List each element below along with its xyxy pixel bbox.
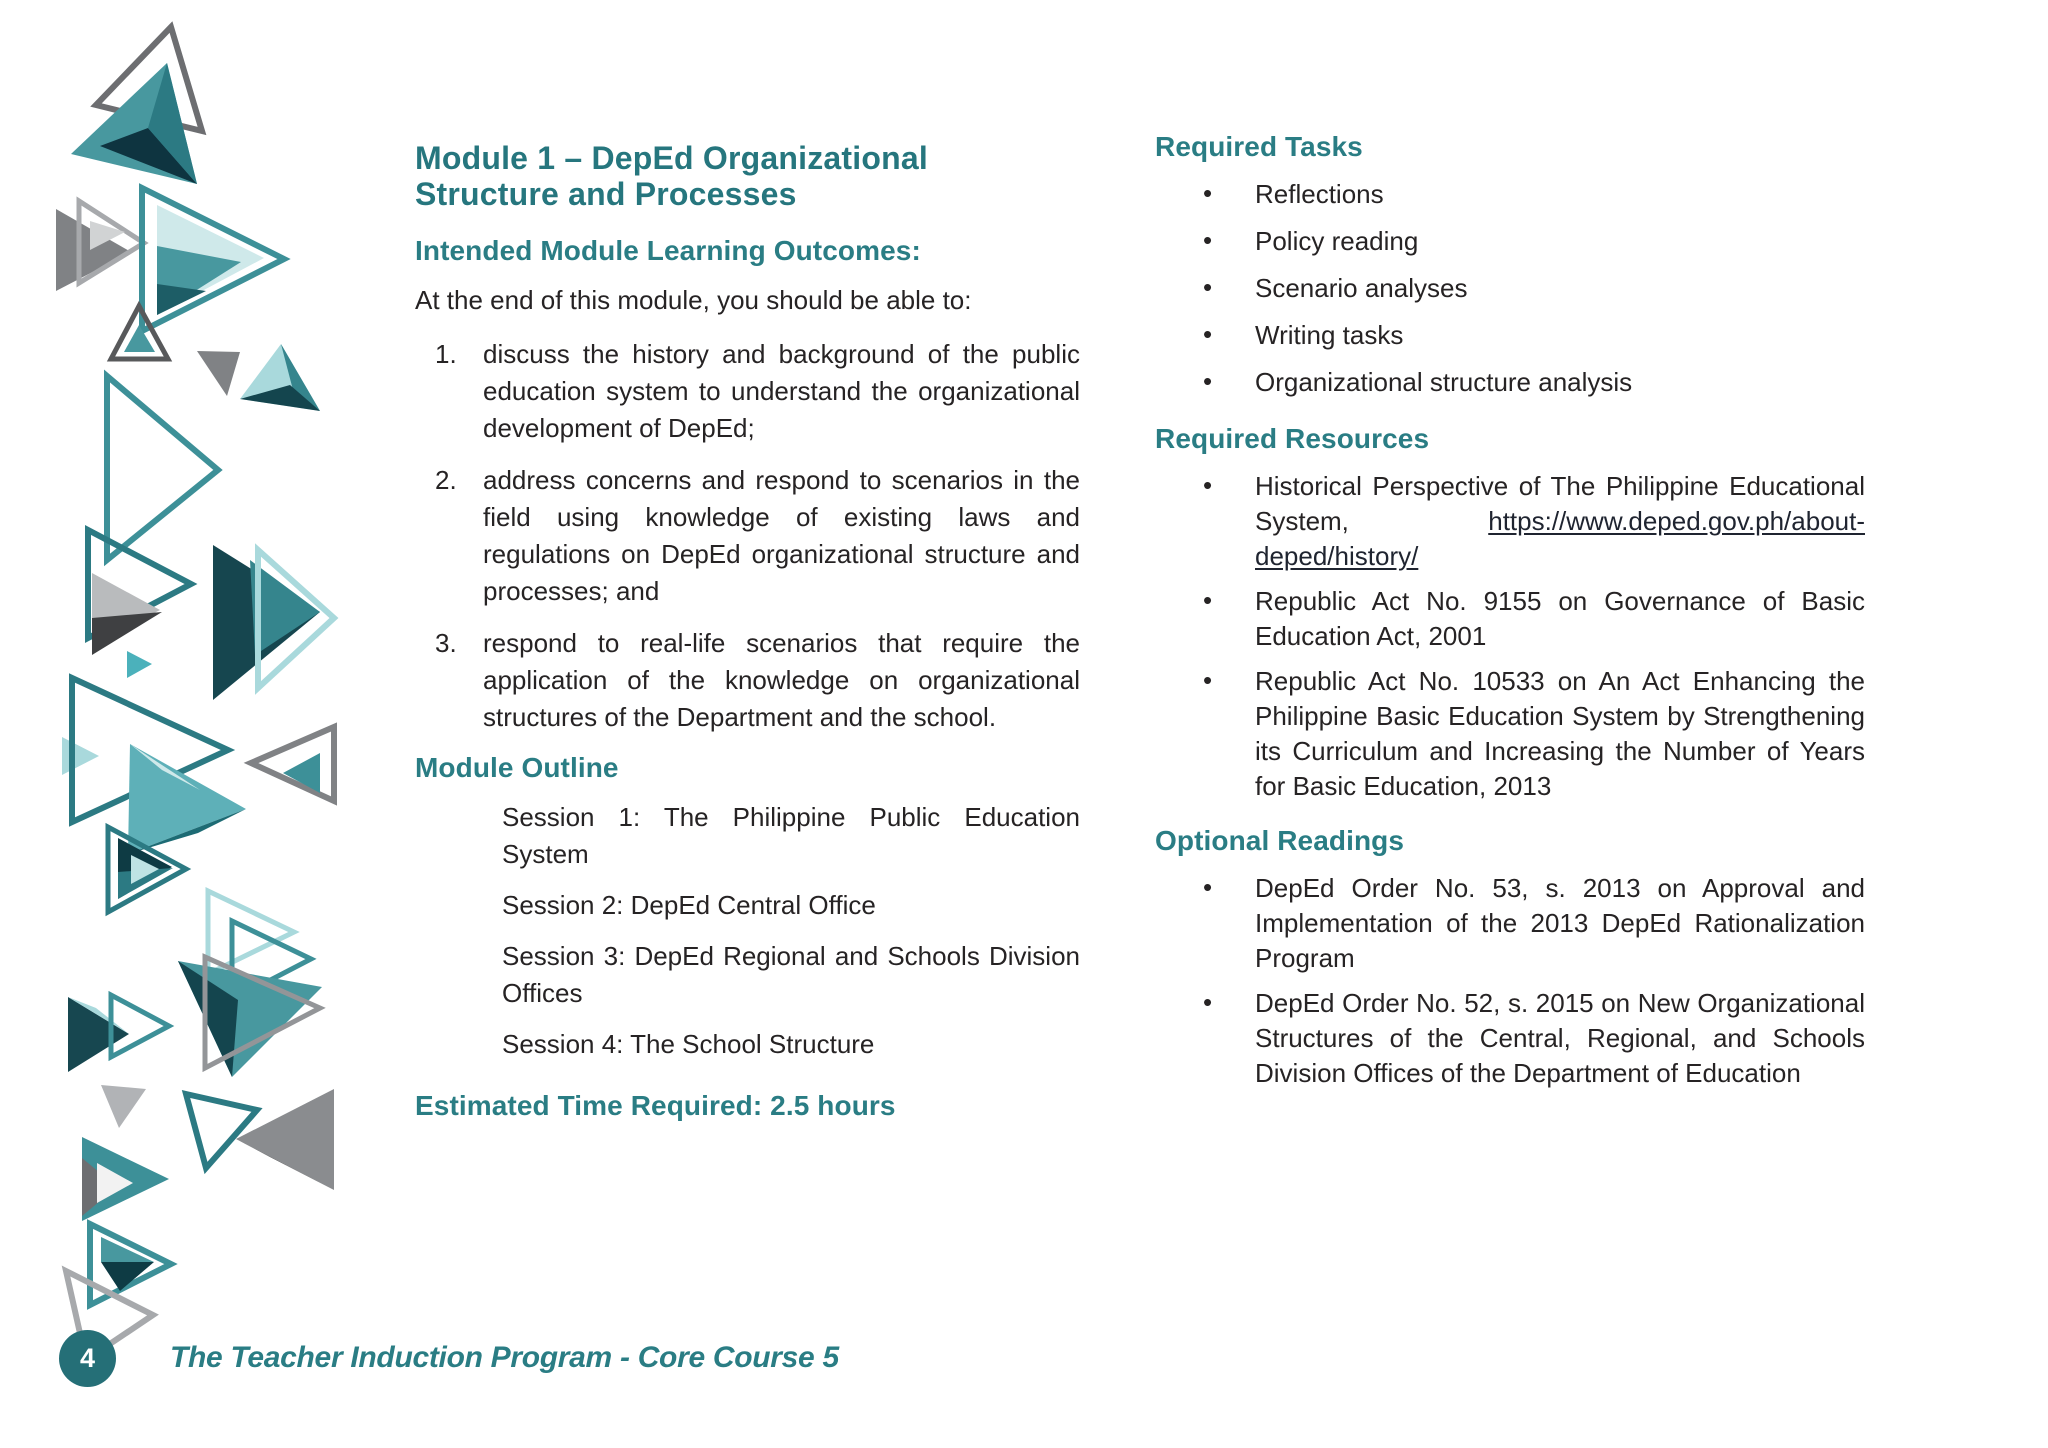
right-column [1155,130,1865,1101]
bullet-icon: • [1203,319,1213,349]
optional-readings-list [1155,871,1865,1091]
resource-item [1155,469,1865,574]
optional-readings-heading: Optional Readings [1155,825,1405,856]
left-column [415,140,1080,1123]
bullet-icon: • [1203,987,1213,1017]
bullet-icon: • [1203,178,1213,208]
bullet-icon: • [1203,585,1213,615]
bullet-icon: • [1203,225,1213,255]
reading-item [1155,986,1865,1091]
task-item [1155,365,1865,400]
session-item: Session 4: The School Structure [502,1029,875,1059]
task-label: Organizational structure analysis [1255,367,1633,397]
task-label: Reflections [1255,179,1384,209]
bullet-icon: • [1203,470,1213,500]
item-text: address concerns and respond to scenarios in the field using knowledge of existing laws and regulations on DepEd organizational structure and processes; and [483,465,1080,606]
session-list [415,799,1080,1063]
footer [0,1328,1200,1392]
item-text: respond to real-life scenarios that require the application of the knowledge on organizational structures of the Department and the school. [483,628,1080,732]
task-item [1155,271,1865,306]
task-label: Writing tasks [1255,320,1404,350]
footer-title: The Teacher Induction Program - Core Course 5 [170,1341,839,1374]
resource-item [1155,664,1865,804]
resource-text: Historical Perspective of The Philippine Educational System, [1255,471,1865,536]
item-number: 2. [435,465,457,495]
resource-item [1155,584,1865,654]
session-item: Session 1: The Philippine Public Education System [502,802,1080,869]
required-tasks-list [1155,177,1865,400]
bullet-icon: • [1203,366,1213,396]
session-item: Session 2: DepEd Central Office [502,890,876,920]
task-item [1155,224,1865,259]
task-item [1155,318,1865,353]
resource-text: Republic Act No. 9155 on Governance of Basic Education Act, 2001 [1255,586,1865,651]
outcomes-list [415,336,1080,736]
item-number: 1. [435,339,457,369]
decorative-triangles [0,0,340,1448]
required-tasks-heading: Required Tasks [1155,131,1363,162]
resource-text: Republic Act No. 10533 on An Act Enhancing the Philippine Basic Education System by Strengthening its Curriculum and Increasing the Number of Years for Basic Education, 2013 [1255,666,1865,801]
page-number-badge: 4 [59,1330,116,1387]
outcomes-intro: At the end of this module, you should be able to: [415,285,972,315]
bullet-icon: • [1203,872,1213,902]
outcome-item [415,462,1080,610]
task-label: Scenario analyses [1255,273,1468,303]
outline-heading: Module Outline [415,752,619,783]
required-resources-list [1155,469,1865,804]
estimated-time-heading: Estimated Time Required: 2.5 hours [415,1090,896,1121]
task-label: Policy reading [1255,226,1419,256]
page-title: Module 1 – DepEd Organizational Structure and Processes [415,140,928,212]
session-item: Session 3: DepEd Regional and Schools Division Offices [502,941,1080,1008]
reading-text: DepEd Order No. 52, s. 2015 on New Organizational Structures of the Central, Regional, and Schools Division Offices of the Department of Education [1255,988,1865,1088]
item-text: discuss the history and background of the public education system to understand the organizational development of DepEd; [483,339,1080,443]
reading-item [1155,871,1865,976]
outcomes-heading: Intended Module Learning Outcomes: [415,235,921,266]
reading-text: DepEd Order No. 53, s. 2013 on Approval and Implementation of the 2013 DepEd Rationalization Program [1255,873,1865,973]
task-item [1155,177,1865,212]
bullet-icon: • [1203,272,1213,302]
item-number: 3. [435,628,457,658]
required-resources-heading: Required Resources [1155,423,1430,454]
outcome-item [415,625,1080,736]
bullet-icon: • [1203,665,1213,695]
outcome-item [415,336,1080,447]
resource-link[interactable]: https://www.deped.gov.ph/about-deped/history/ [1255,506,1865,571]
